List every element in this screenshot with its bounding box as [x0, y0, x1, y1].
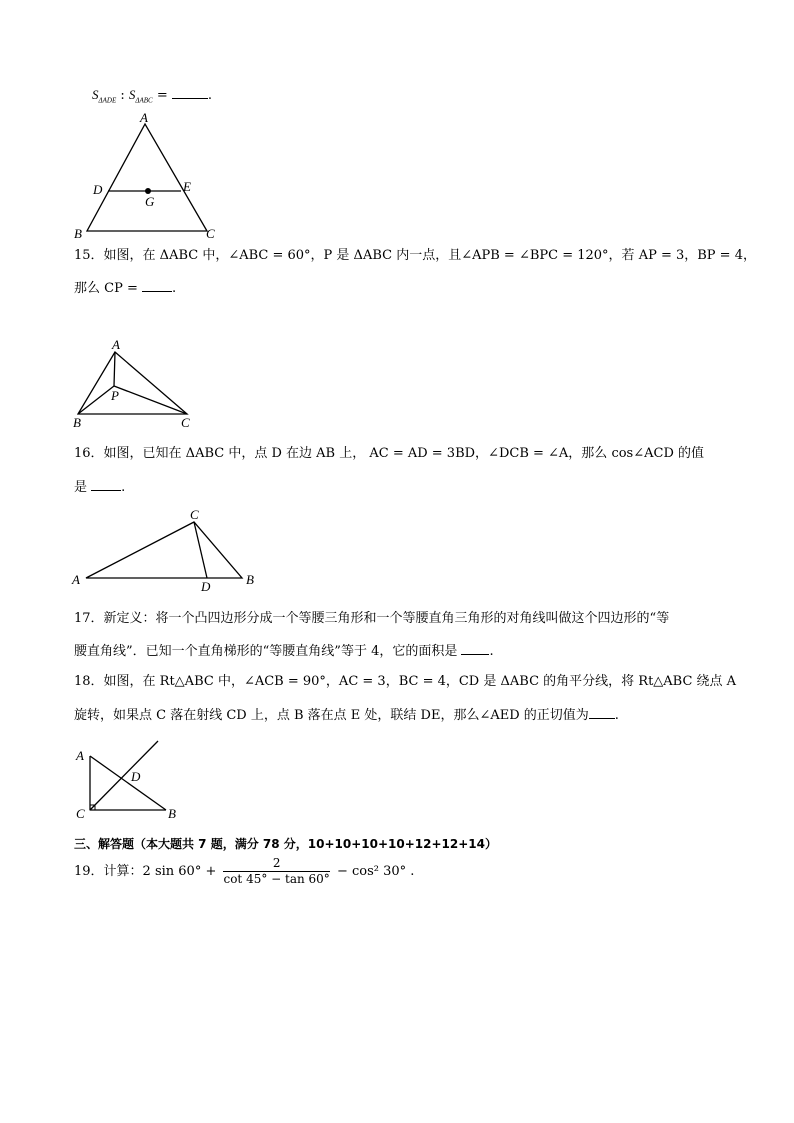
- q16-triangle-abc: [86, 522, 242, 578]
- q14-label-a: A: [140, 110, 148, 125]
- q19-suffix: − cos² 30° .: [332, 864, 415, 879]
- q15-triangle-abc: [78, 352, 187, 414]
- q15-line-1: 15．如图，在 ΔABC 中，∠ABC = 60°，P 是 ΔABC 内一点，且∠APB = ∠BPC = 120°，若 AP = 3，BP = 4，: [74, 248, 756, 263]
- q17-line-2-text: 腰直角线”．已知一个直角梯形的“等腰直角线”等于 4，它的面积是: [74, 644, 462, 659]
- q16-line-2-text: 是: [74, 480, 92, 495]
- q18-figure: [70, 736, 190, 826]
- q16-label-d: D: [201, 579, 211, 594]
- q18-label-d: D: [131, 769, 141, 784]
- q17-answer-blank: [461, 642, 489, 655]
- q15-label-c: C: [181, 415, 190, 430]
- q15-label-b: B: [73, 415, 81, 430]
- q15-line-2: [74, 279, 176, 297]
- q14-label-e: E: [183, 179, 191, 194]
- q17-line-1: 17．新定义：将一个凸四边形分成一个等腰三角形和一个等腰直角三角形的对角线叫做这个四边形的“等: [74, 611, 670, 626]
- q18-answer-blank: [589, 706, 615, 719]
- q14-area-symbol-1: S: [92, 87, 99, 102]
- q14-colon: :: [116, 88, 129, 103]
- q15-segment-cp: [114, 386, 187, 414]
- q19-fraction-denominator: cot 45° − tan 60°: [223, 872, 330, 886]
- q14-equals: =: [152, 88, 172, 103]
- q15-answer-blank: [142, 279, 172, 292]
- q16-figure: [66, 505, 266, 595]
- q17-line-2: [74, 642, 494, 660]
- q14-label-c: C: [206, 226, 215, 240]
- q15-line-2-text: 那么 CP =: [74, 281, 142, 296]
- q16-label-c: C: [190, 507, 199, 522]
- q15-label-p: P: [111, 388, 119, 403]
- q18-line-1: 18．如图，在 Rt△ABC 中，∠ACB = 90°，AC = 3，BC = 4，CD 是 ΔABC 的角平分线，将 Rt△ABC 绕点 A: [74, 674, 737, 689]
- q14-triangle-abc: [87, 124, 207, 231]
- q18-label-b: B: [168, 806, 176, 821]
- q14-area-symbol-2: S: [128, 87, 136, 102]
- q18-label-a: A: [76, 748, 84, 763]
- q16-line-1: 16．如图，已知在 ΔABC 中，点 D 在边 AB 上， AC = AD = 3BD，∠DCB = ∠A，那么 cos∠ACD 的值: [74, 446, 705, 461]
- q16-label-b: B: [246, 572, 254, 587]
- q19-prefix: 19．计算：2 sin 60° +: [74, 864, 221, 879]
- q16-line-2: [74, 478, 125, 496]
- q14-label-g: G: [145, 194, 155, 209]
- q14-ratio-line: [92, 86, 212, 110]
- q18-period: .: [614, 708, 619, 723]
- q18-label-c: C: [76, 806, 85, 821]
- q19-fraction-numerator: 2: [223, 856, 329, 872]
- q19-line: [74, 856, 414, 887]
- q14-area-sub-1: ΔADE: [98, 96, 117, 105]
- q17-period: .: [489, 644, 494, 659]
- q18-line-2-text: 旋转，如果点 C 落在射线 CD 上，点 B 落在点 E 处，联结 DE，那么∠AED 的正切值为: [74, 708, 589, 723]
- q16-period: .: [121, 480, 126, 495]
- q15-period: .: [171, 281, 177, 296]
- q18-line-2: [74, 706, 619, 724]
- q14-period: .: [207, 88, 213, 103]
- q18-side-ab: [90, 756, 166, 810]
- section-3-heading: 三、解答题（本大题共 7 题，满分 78 分，10+10+10+10+12+12+14）: [74, 837, 497, 851]
- q14-label-d: D: [93, 182, 103, 197]
- q14-area-sub-2: ΔABC: [135, 96, 153, 105]
- q16-label-a: A: [72, 572, 80, 587]
- q14-figure: [70, 110, 230, 240]
- q14-label-b: B: [74, 226, 82, 240]
- q18-ray-cd: [90, 741, 158, 810]
- q14-answer-blank: [172, 86, 208, 99]
- q16-answer-blank: [91, 478, 121, 491]
- q19-fraction: [223, 856, 329, 887]
- q15-segment-ap: [114, 352, 115, 386]
- q15-label-a: A: [112, 337, 120, 352]
- q15-segment-bp: [78, 386, 114, 414]
- q15-figure: [66, 332, 206, 432]
